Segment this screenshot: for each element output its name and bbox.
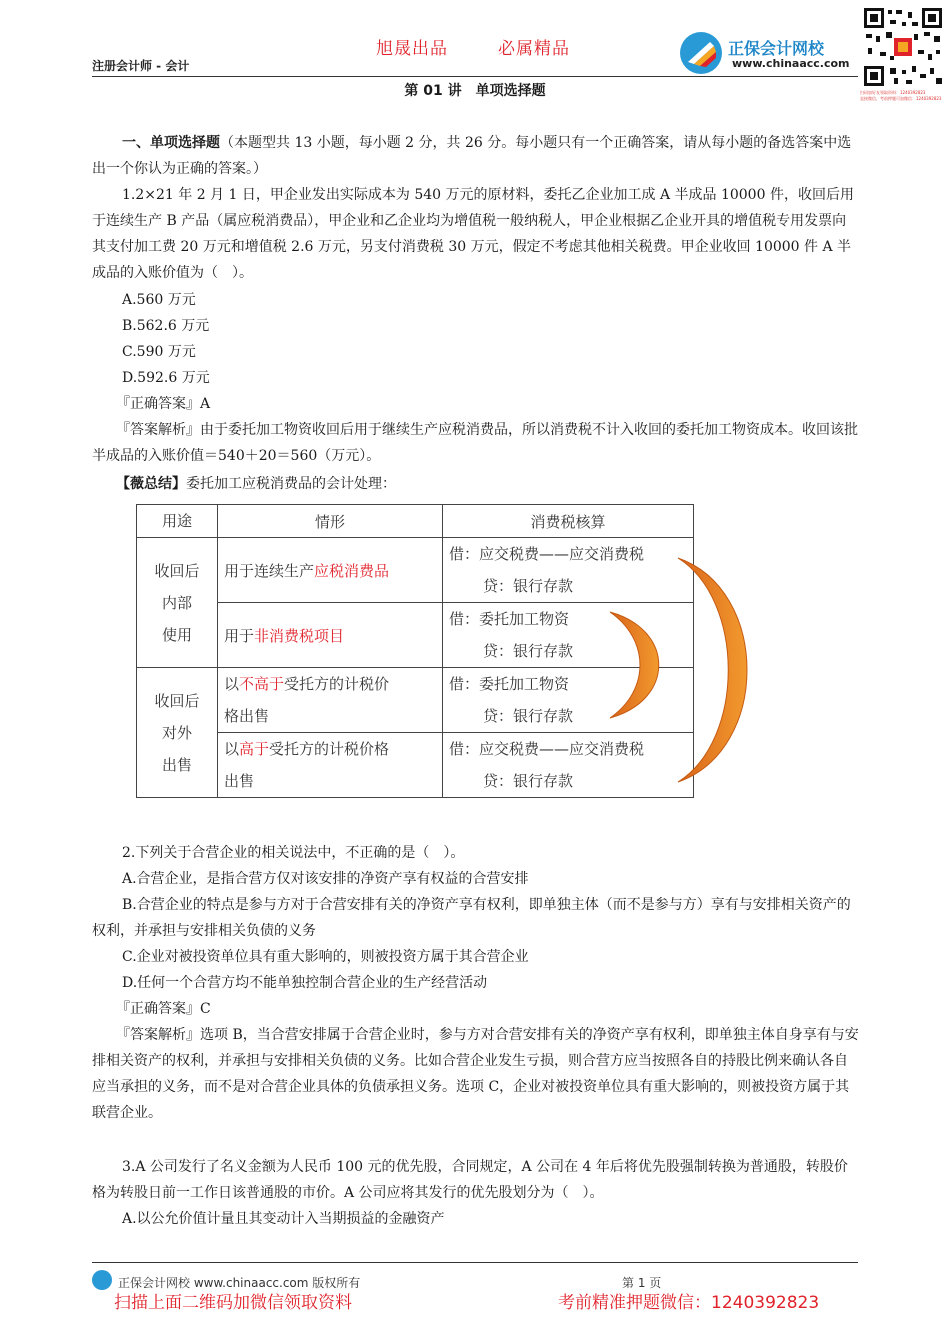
entry-cell: 借：应交税费——应交消费税 贷：银行存款 <box>443 733 694 798</box>
q2-option-d: D.任何一个合营方均不能单独控制合营企业的生产经营活动 <box>122 975 488 991</box>
q2-answer: 『正确答案』C <box>116 1001 211 1017</box>
q2-option-b: B.合营企业的特点是参与方对于合营安排有关的净资产享有权利，即单独主体（而不是参与方）享有与安排相关资产的权利，并承担与安排相关负债的义务 <box>92 897 851 939</box>
header-usage: 用途 <box>137 505 218 538</box>
q2-option-c: C.企业对被投资单位具有重大影响的，则被投资方属于其合营企业 <box>122 949 529 965</box>
outer-arc <box>678 558 747 782</box>
situation-cell: 用于非消费税项目 <box>218 603 443 668</box>
header-tax-accounting: 消费税核算 <box>443 505 694 538</box>
page-number: 第 1 页 <box>622 1276 662 1290</box>
inner-arc <box>610 612 659 718</box>
summary-text: 委托加工应税消费品的会计处理： <box>186 476 396 492</box>
qr-caption-line-2: 直接微信，考前押题可加微信：1240392823 <box>860 96 942 101</box>
q1-stem: 1.2×21 年 2 月 1 日，甲企业发出实际成本为 540 万元的原材料，委托乙企业加工成 A 半成品 10000 件，收回后用于连续生产 B 产品（属应税消费品），甲企业和乙企业均为增值税一般纳税人，甲企业根据乙企业开具的增值税专用发票向其支付加工费 20 万元和增值税 2.6 万元，另支付消费税 30 万元，假定不考虑其他相关税费。甲企业收回 10000 件 A 半成品的入账价值为（ ）。 <box>92 187 854 281</box>
q3-option-a: A.以公允价值计量且其变动计入当期损益的金融资产 <box>122 1211 445 1227</box>
promo-right: 考前精准押题微信：1240392823 <box>558 1293 820 1313</box>
header-divider <box>92 76 858 77</box>
q2-analysis: 『答案解析』选项 B，当合营安排属于合营企业时，参与方对合营安排有关的净资产享有权利，即单独主体自身享有与安排相关资产的权利，并承担与安排相关负债的义务。比如合营企业发生亏损，则合营方应当按照各自的持股比例来确认各自应当承担的义务，而不是对合营企业具体的负债承担义务。选项 C，企业对被投资单位具有重大影响的，则被投资方属于其联营企业。 <box>92 1027 859 1121</box>
logo-url: www.chinaacc.com <box>732 57 850 70</box>
q1-answer: 『正确答案』A <box>116 396 211 412</box>
section-instructions: （本题型共 13 小题，每小题 2 分，共 26 分。每小题只有一个正确答案，请从每小题的备选答案中选出一个你认为正确的答案。） <box>92 135 852 177</box>
q1-option-b: B.562.6 万元 <box>122 318 210 334</box>
qr-caption-line-1: 扫码加好友领取资料：1240392823 <box>860 90 926 95</box>
logo-name: 正保会计网校 <box>728 39 825 58</box>
logo-icon <box>680 32 722 74</box>
table-header-row <box>137 505 694 538</box>
q1-option-a: A.560 万元 <box>122 292 196 308</box>
q2-option-a: A.合营企业，是指合营方仅对该安排的净资产享有权益的合营安排 <box>122 871 529 887</box>
q1-option-d: D.592.6 万元 <box>122 370 210 386</box>
entry-cell: 借：应交税费——应交消费税 贷：银行存款 <box>443 538 694 603</box>
slogan-left: 旭晟出品 <box>376 39 448 59</box>
header-situation: 情形 <box>218 505 443 538</box>
q1-analysis: 『答案解析』由于委托加工物资收回后用于继续生产应税消费品，所以消费税不计入收回的委托加工物资成本。收回该批半成品的入账价值＝540＋20＝560（万元）。 <box>92 422 858 464</box>
situation-cell: 用于连续生产应税消费品 <box>218 538 443 603</box>
group-external-sale: 收回后 对外 出售 <box>137 668 218 798</box>
subject-label: 注册会计师 - 会计 <box>92 59 190 73</box>
footer-copyright: 正保会计网校 www.chinaacc.com 版权所有 <box>118 1276 361 1290</box>
situation-cell: 以不高于受托方的计税价 格出售 <box>218 668 443 733</box>
qr-code-icon <box>862 6 944 88</box>
q2-stem: 2.下列关于合营企业的相关说法中，不正确的是（ ）。 <box>122 845 465 861</box>
footer-divider <box>92 1262 858 1263</box>
q1-summary <box>116 471 396 497</box>
footer-logo-icon <box>92 1270 112 1290</box>
slogan-right: 必属精品 <box>498 39 570 59</box>
q3-stem: 3.A 公司发行了名义金额为人民币 100 元的优先股，合同规定，A 公司在 4 年后将优先股强制转换为普通股，转股价格为转股日前一工作日该普通股的市价。A 公司应将其发行的优先股划分为（ ）。 <box>92 1159 848 1201</box>
bracket-arcs <box>560 550 760 790</box>
section-intro <box>92 130 860 182</box>
group-internal-use: 收回后 内部 使用 <box>137 538 218 668</box>
lecture-title: 第 01 讲 单项选择题 <box>404 83 546 99</box>
summary-label: 【薇总结】 <box>116 476 186 492</box>
entry-cell: 借：委托加工物资 贷：银行存款 <box>443 668 694 733</box>
section-heading: 一、单项选择题 <box>122 135 220 151</box>
q1-option-c: C.590 万元 <box>122 344 196 360</box>
situation-cell: 以高于受托方的计税价格 出售 <box>218 733 443 798</box>
entry-cell: 借：委托加工物资 贷：银行存款 <box>443 603 694 668</box>
promo-left: 扫描上面二维码加微信领取资料 <box>114 1293 352 1313</box>
